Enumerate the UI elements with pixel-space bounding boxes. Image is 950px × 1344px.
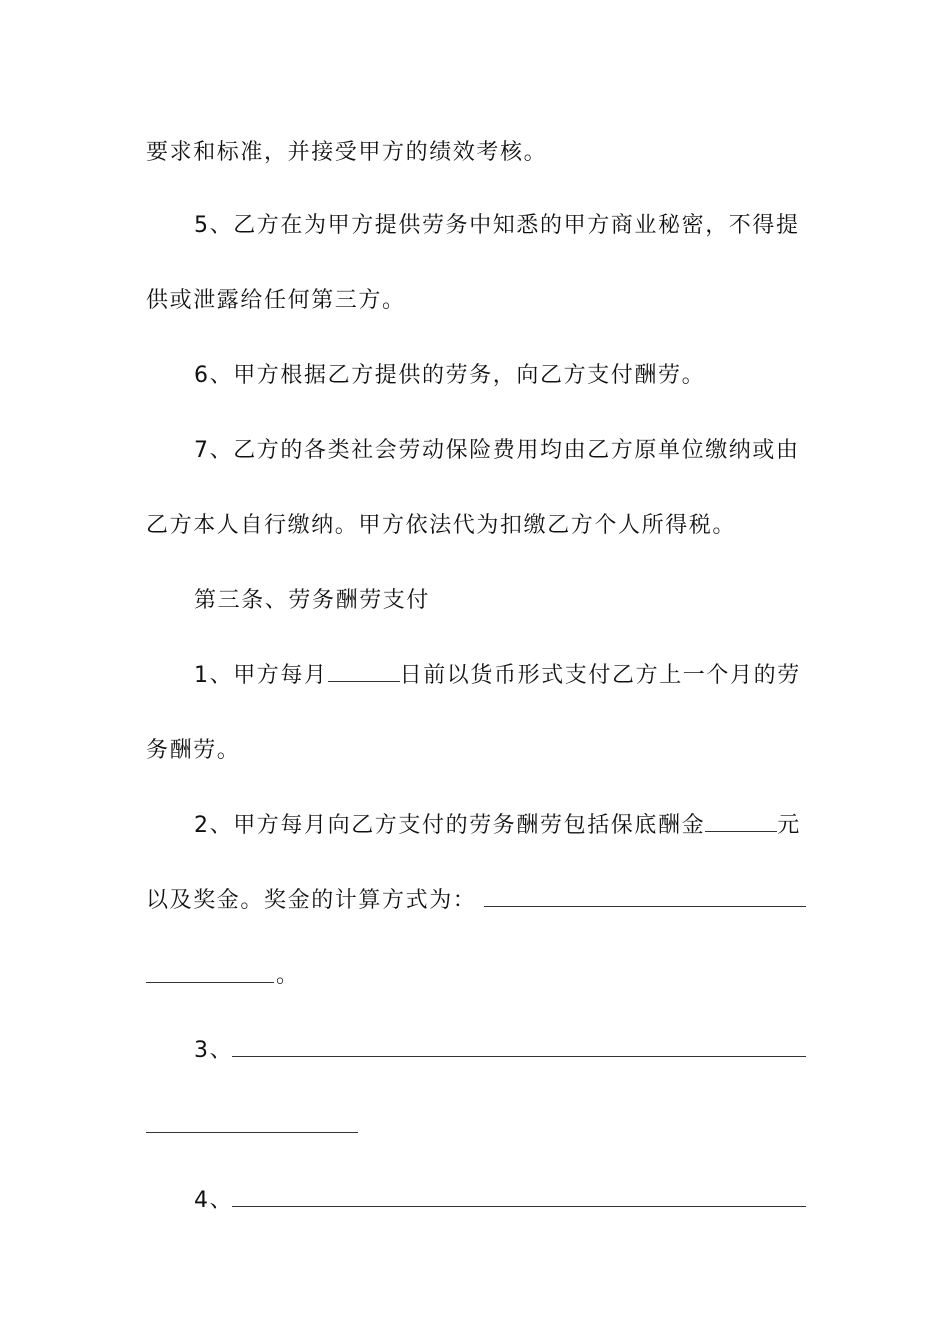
payment-clause-2-line-1: [194, 811, 801, 841]
clause-3-blank-1[interactable]: [232, 1056, 806, 1057]
clause-4-blank-1[interactable]: [232, 1206, 806, 1207]
payment-day-blank[interactable]: [328, 661, 400, 682]
payment-clause-1-text-b: 日前以货币形式支付乙方上一个月的劳: [399, 663, 801, 688]
payment-clause-2-line-2: 以及奖金。奖金的计算方式为：: [146, 888, 477, 913]
payment-clause-2-text-a: 2、甲方每月向乙方支付的劳务酬劳包括保底酬金: [194, 813, 706, 838]
bonus-formula-blank-2[interactable]: [146, 982, 274, 983]
payment-clause-2-text-b: 元: [777, 813, 801, 838]
payment-clause-1-text-a: 1、甲方每月: [194, 663, 328, 688]
bonus-formula-end: 。: [276, 963, 300, 988]
clause-6: 6、甲方根据乙方提供的劳务，向乙方支付酬劳。: [194, 363, 706, 388]
base-pay-blank[interactable]: [705, 811, 777, 832]
bonus-formula-blank-1[interactable]: [484, 906, 806, 907]
clause-5-line-1: 5、乙方在为甲方提供劳务中知悉的甲方商业秘密，不得提: [194, 213, 800, 238]
payment-clause-4-label: 4、: [194, 1188, 234, 1213]
section-heading-article-3: 第三条、劳务酬劳支付: [194, 588, 431, 613]
payment-clause-1-line-2: 务酬劳。: [146, 738, 241, 763]
payment-clause-3-label: 3、: [194, 1038, 234, 1063]
clause-7-line-1: 7、乙方的各类社会劳动保险费用均由乙方原单位缴纳或由: [194, 438, 800, 463]
clause-5-line-2: 供或泄露给任何第三方。: [146, 288, 406, 313]
paragraph-line: 要求和标准，并接受甲方的绩效考核。: [146, 140, 548, 165]
payment-clause-1-line-1: [194, 661, 801, 691]
clause-7-line-2: 乙方本人自行缴纳。甲方依法代为扣缴乙方个人所得税。: [146, 513, 737, 538]
clause-3-blank-2[interactable]: [146, 1132, 358, 1133]
